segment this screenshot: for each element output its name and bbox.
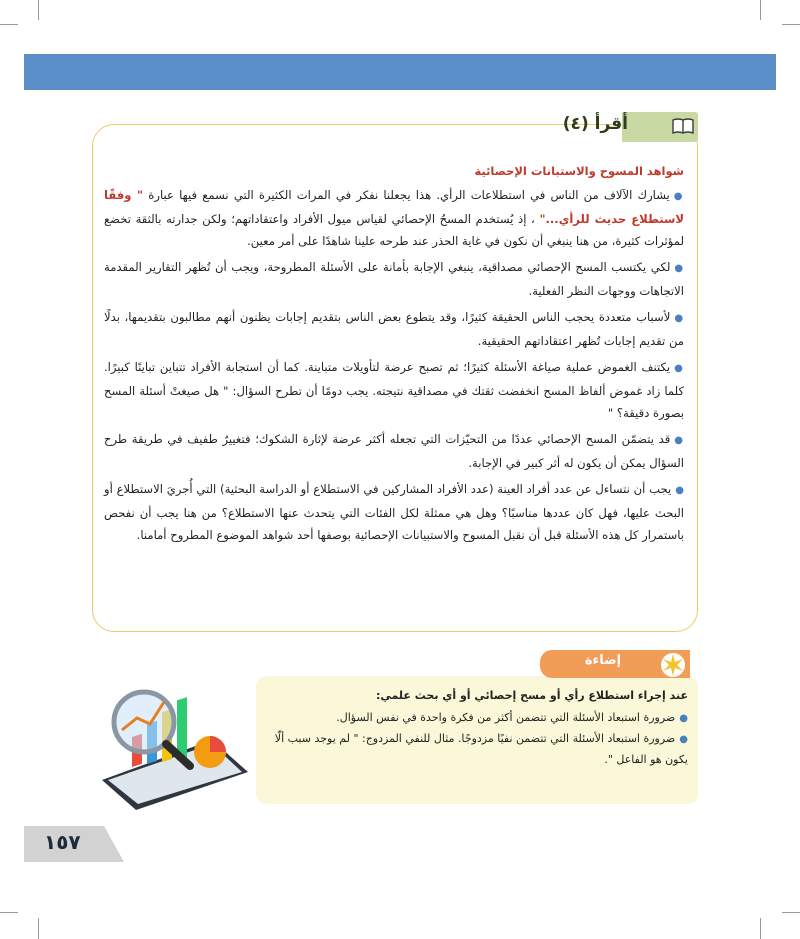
paragraph-text: ، إذ يُستخدم المسحُ الإحصائي لقياس ميول الأفراد واعتقاداتهم؛ ولكن جدارته بالثقة تخضع لمؤثرات كثيرة، من هنا ينبغي أن نكون في غاية الحذر عند طرحه علينا شاهدًا على أمر معين. xyxy=(104,212,684,248)
paragraph-text: يجب أن نتساءل عن عدد أفراد العينة (عدد الأفراد المشاركين في الاستطلاع أو الدراسة البحثية) التي أُجريَ الاستطلاع أو البحث عليها، فهل كان عددها مناسبًا؟ وهل هي ممثلة لكل الفئات التي يتحدث عنها الاستطلاع؟ من هنا يجب أن نفحص باستمرار كل هذه الأسئلة قبل أن نقبل المسوح والاستبيانات الإحصائية بوصفها أحد شواهد الموضوع المطروح أمامنا. xyxy=(104,482,684,542)
crop-mark xyxy=(0,912,18,913)
bullet-icon: ● xyxy=(679,713,688,724)
crop-mark xyxy=(760,0,761,20)
tip-content xyxy=(268,686,688,770)
tip-item-text: ضرورة استبعاد الأسئلة التي تتضمن نفيًا مزدوجًا. مثال للنفي المزدوج: " لم يوجد سبب ألّا يكون هو الفاعل ". xyxy=(274,732,688,766)
page-number: ١٥٧ xyxy=(44,830,81,854)
paragraph-text: قد يتضمّن المسح الإحصائي عددًا من التحيّزات التي تجعله أكثر عرضة لإثارة الشكوك؛ فتغييرٌ طفيف في طريقة طرح السؤال يمكن أن يكون له أثر كبير في الإجابة. xyxy=(104,432,684,470)
open-book-icon xyxy=(672,117,694,135)
paragraph xyxy=(104,306,684,352)
spark-icon xyxy=(660,652,686,678)
paragraph xyxy=(104,428,684,474)
tip-heading: عند إجراء استطلاع رأي أو مسح إحصائي أو أي بحث علمي: xyxy=(376,689,688,702)
paragraph xyxy=(104,256,684,302)
crop-mark xyxy=(0,24,18,25)
bullet-icon: ● xyxy=(674,435,684,446)
tablet-chart-magnifier-illustration xyxy=(92,680,252,812)
header-band xyxy=(24,54,776,90)
bullet-icon: ● xyxy=(674,363,684,374)
reading-subheading: شواهد المسوح والاستبانات الإحصائية xyxy=(474,164,684,178)
crop-mark xyxy=(782,24,800,25)
paragraph xyxy=(104,184,684,252)
bullet-icon: ● xyxy=(674,263,684,274)
tip-title: إضاءة xyxy=(584,653,622,668)
crop-mark xyxy=(38,0,39,20)
quote-text: " وفقًا لاستطلاع حديث للرأي..." xyxy=(104,188,685,226)
crop-mark xyxy=(782,912,800,913)
paragraph xyxy=(104,356,684,424)
tip-item xyxy=(268,729,688,770)
tip-item xyxy=(268,708,688,729)
section-title: أقرأ (٤) xyxy=(562,114,628,134)
crop-mark xyxy=(760,918,761,939)
paragraph-text: يكتنف الغموض عملية صياغة الأسئلة كثيرًا؛ ثم تصبح عرضة لتأويلات متباينة. كما أن استجابة الأفراد تتباين تباينًا كبيرًا. كلما زاد غموض ألفاظ المسح انخفضت ثقتك في مصداقية نتيجته. يجب دومًا أن تطرح السؤال: " هل صيغتْ أسئلة المسح بصورة دقيقة؟ " xyxy=(104,360,684,420)
tip-item-text: ضرورة استبعاد الأسئلة التي تتضمن أكثر من فكرة واحدة في نفس السؤال. xyxy=(336,711,676,724)
bullet-icon: ● xyxy=(674,313,684,324)
paragraph-text: لأسباب متعددة يحجب الناس الحقيقة كثيرًا، وقد يتطوع بعض الناس بتقديم إجابات يظنون أنهم مطالبون بتقديمها، بدلًا من تقديم إجابات تُظهر اعتقاداتهم الحقيقية. xyxy=(104,310,684,348)
paragraph xyxy=(104,478,684,546)
reading-tab xyxy=(622,112,698,142)
bullet-icon: ● xyxy=(673,191,685,202)
crop-mark xyxy=(38,918,39,939)
bullet-icon: ● xyxy=(675,485,684,496)
paragraph-text: لكي يكتسب المسح الإحصائي مصداقية، ينبغي الإجابة بأمانة على الأسئلة المطروحة، ويجب أن تُظهر التقارير المقدمة الاتجاهات ووجهات النظر الفعلية. xyxy=(104,260,684,298)
bullet-icon: ● xyxy=(679,734,688,745)
paragraph-text: يشارك الآلاف من الناس في استطلاعات الرأي. هذا يجعلنا نفكر في المرات الكثيرة التي نسمع فيها عبارة xyxy=(148,188,670,202)
reading-content xyxy=(104,160,684,550)
